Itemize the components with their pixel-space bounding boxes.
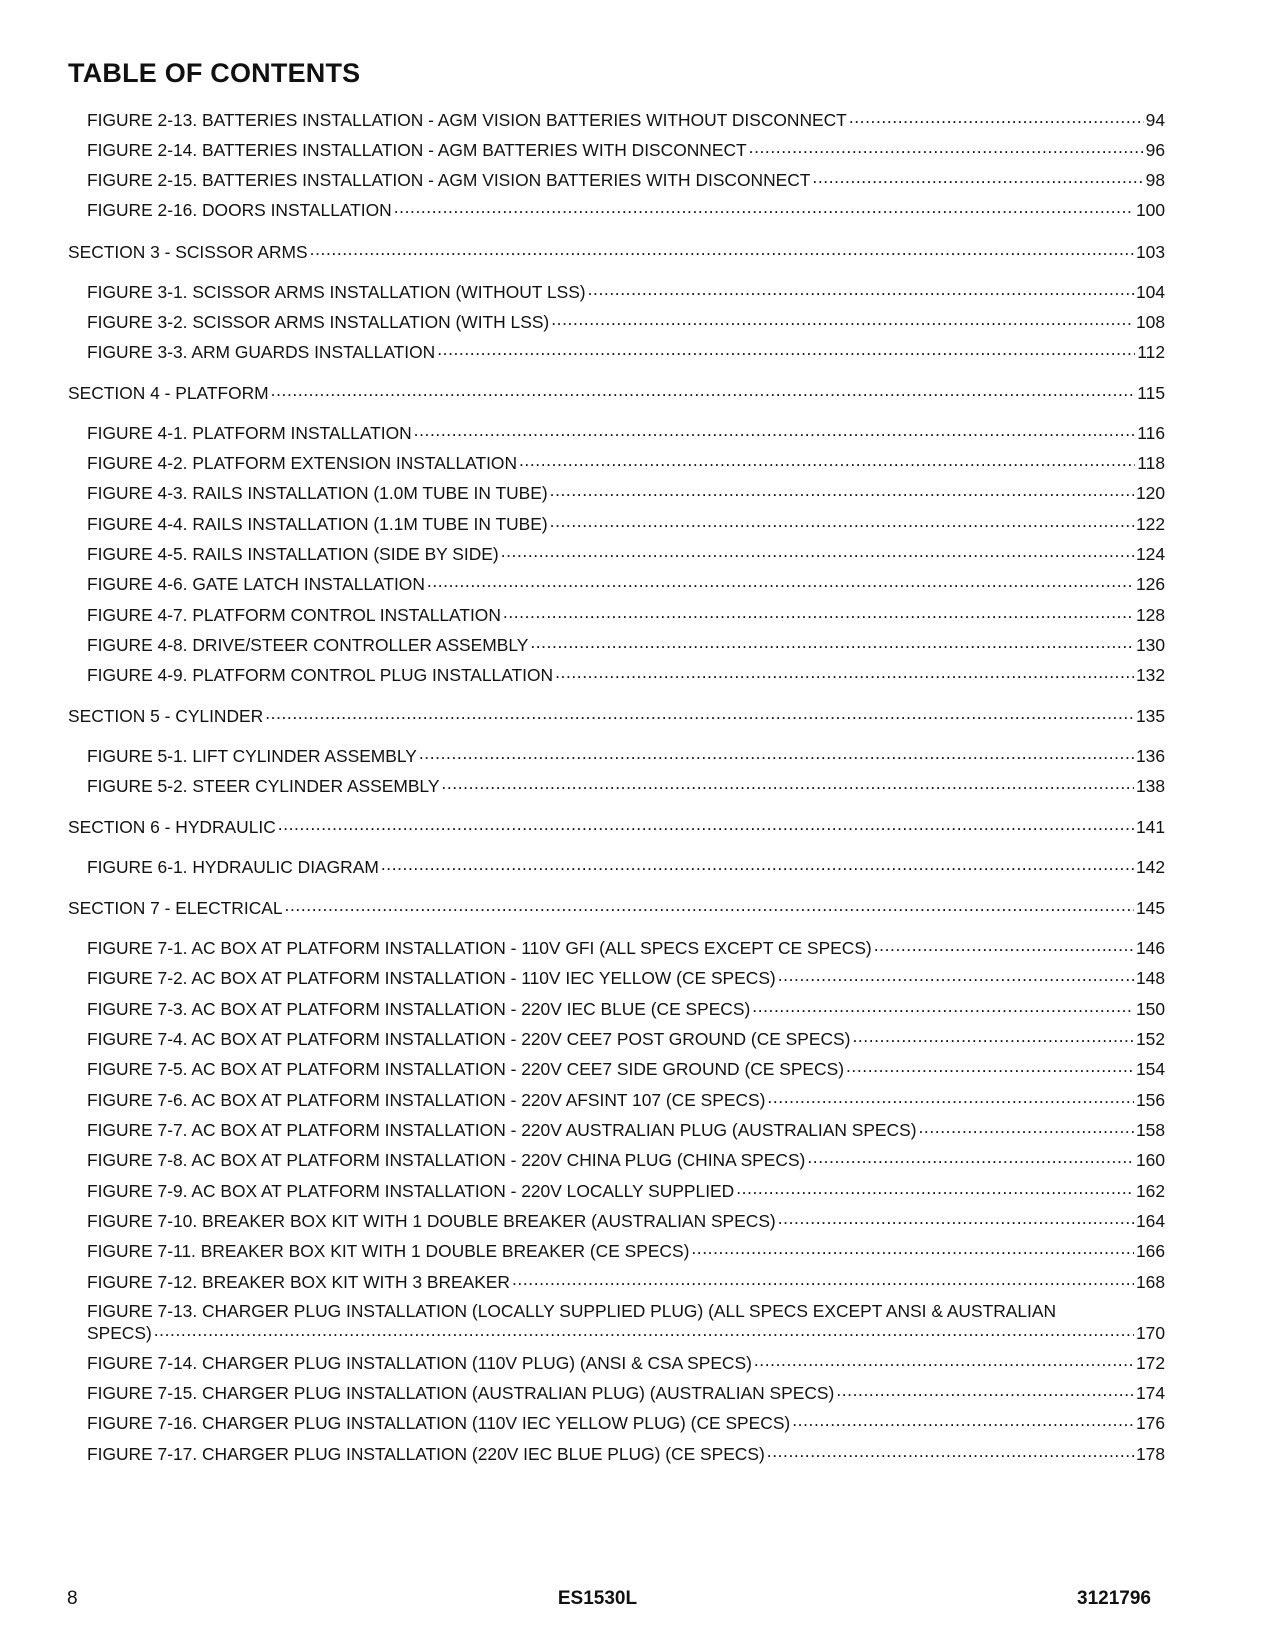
- toc-figure-entry[interactable]: [87, 1412, 1165, 1434]
- toc-figure-entry[interactable]: [87, 998, 1165, 1020]
- dot-leader: [752, 998, 1134, 1015]
- toc-page-number: 150: [1135, 999, 1165, 1020]
- toc-figure-entry[interactable]: [87, 1089, 1165, 1111]
- dot-leader: [846, 1058, 1134, 1075]
- toc-page-number: 162: [1135, 1181, 1165, 1202]
- toc-entry-title: FIGURE 4-2. PLATFORM EXTENSION INSTALLATION: [87, 453, 517, 474]
- toc-page-number: 142: [1135, 857, 1165, 878]
- toc-figure-entry[interactable]: [87, 281, 1165, 303]
- toc-entry-title: FIGURE 3-2. SCISSOR ARMS INSTALLATION (WITH LSS): [87, 312, 550, 333]
- toc-figure-entry[interactable]: [87, 1382, 1165, 1404]
- toc-entry-title: FIGURE 4-1. PLATFORM INSTALLATION: [87, 423, 412, 444]
- toc-section-entry[interactable]: [68, 897, 1165, 919]
- toc-page-number: 154: [1135, 1059, 1165, 1080]
- toc-entry-title: FIGURE 7-4. AC BOX AT PLATFORM INSTALLATION - 220V CEE7 POST GROUND (CE SPECS): [87, 1029, 851, 1050]
- toc-figure-entry[interactable]: [87, 1240, 1165, 1262]
- toc-page-number: 120: [1135, 483, 1165, 504]
- toc-page-number: 130: [1135, 635, 1165, 656]
- toc-figure-entry[interactable]: [87, 513, 1165, 535]
- toc-figure-entry[interactable]: [87, 967, 1165, 989]
- dot-leader: [503, 604, 1134, 621]
- toc-page-number: 112: [1137, 342, 1165, 363]
- dot-leader: [265, 705, 1134, 722]
- toc-entry-title: SECTION 7 - ELECTRICAL: [68, 898, 283, 919]
- toc-page-number: 174: [1135, 1383, 1165, 1404]
- toc-entry-title: FIGURE 2-16. DOORS INSTALLATION: [87, 200, 392, 221]
- dot-leader: [278, 816, 1134, 833]
- dot-leader: [852, 1028, 1134, 1045]
- toc-entry-title: FIGURE 7-13. CHARGER PLUG INSTALLATION (LOCALLY SUPPLIED PLUG) (ALL SPECS EXCEPT ANSI & AUSTRALIAN: [87, 1301, 1057, 1321]
- toc-figure-entry[interactable]: [87, 1301, 1165, 1344]
- toc-entry-title: FIGURE 7-5. AC BOX AT PLATFORM INSTALLATION - 220V CEE7 SIDE GROUND (CE SPECS): [87, 1059, 844, 1080]
- toc-figure-entry[interactable]: [87, 169, 1165, 191]
- dot-leader: [767, 1089, 1134, 1106]
- footer-model: ES1530L: [557, 1588, 638, 1609]
- toc-page-number: 135: [1135, 706, 1165, 727]
- toc-entry-title: FIGURE 7-3. AC BOX AT PLATFORM INSTALLATION - 220V IEC BLUE (CE SPECS): [87, 999, 751, 1020]
- toc-figure-entry[interactable]: [87, 422, 1165, 444]
- toc-page-number: 138: [1135, 776, 1165, 797]
- toc-entry-title: FIGURE 7-8. AC BOX AT PLATFORM INSTALLATION - 220V CHINA PLUG (CHINA SPECS): [87, 1150, 806, 1171]
- toc-entry-title: FIGURE 7-12. BREAKER BOX KIT WITH 3 BREAKER: [87, 1272, 510, 1293]
- toc-page-number: 158: [1135, 1120, 1165, 1141]
- toc-page-number: 103: [1135, 242, 1165, 263]
- toc-entry-title: SECTION 5 - CYLINDER: [68, 706, 264, 727]
- toc-entry-title-continued: SPECS): [87, 1323, 152, 1344]
- toc-page-number: 172: [1135, 1353, 1165, 1374]
- dot-leader: [501, 543, 1134, 560]
- toc-entry-title: FIGURE 4-4. RAILS INSTALLATION (1.1M TUBE IN TUBE): [87, 514, 548, 535]
- dot-leader: [550, 482, 1134, 499]
- toc-page-number: 178: [1135, 1444, 1165, 1465]
- toc-page-number: 116: [1137, 423, 1165, 444]
- toc-figure-entry[interactable]: [87, 109, 1165, 131]
- toc-page-number: 108: [1135, 312, 1165, 333]
- toc-page-number: 96: [1145, 140, 1165, 161]
- toc-entry-title: FIGURE 7-10. BREAKER BOX KIT WITH 1 DOUBLE BREAKER (AUSTRALIAN SPECS): [87, 1211, 776, 1232]
- toc-figure-entry[interactable]: [87, 1028, 1165, 1050]
- dot-leader: [918, 1119, 1134, 1136]
- toc-figure-entry[interactable]: [87, 1058, 1165, 1080]
- toc-page-number: 146: [1135, 938, 1165, 959]
- dot-leader: [767, 1443, 1134, 1460]
- toc-section-entry[interactable]: [68, 816, 1165, 838]
- dot-leader: [588, 281, 1134, 298]
- toc-figure-entry[interactable]: [87, 1271, 1165, 1293]
- toc-entry-title: FIGURE 7-14. CHARGER PLUG INSTALLATION (110V PLUG) (ANSI & CSA SPECS): [87, 1353, 752, 1374]
- toc-entry-title: FIGURE 3-1. SCISSOR ARMS INSTALLATION (WITHOUT LSS): [87, 282, 586, 303]
- toc-figure-entry[interactable]: [87, 1119, 1165, 1141]
- toc-entry-title: FIGURE 4-3. RAILS INSTALLATION (1.0M TUBE IN TUBE): [87, 483, 548, 504]
- toc-figure-entry[interactable]: [87, 775, 1165, 797]
- toc-figure-entry[interactable]: [87, 604, 1165, 626]
- dot-leader: [778, 1210, 1134, 1227]
- footer-page-number: 8: [67, 1588, 78, 1609]
- footer-doc-number: 3121796: [1077, 1588, 1151, 1609]
- toc-page-number: 98: [1145, 170, 1165, 191]
- page-title: TABLE OF CONTENTS: [68, 58, 361, 88]
- toc-entry-title: FIGURE 7-11. BREAKER BOX KIT WITH 1 DOUBLE BREAKER (CE SPECS): [87, 1241, 690, 1262]
- dot-leader: [519, 452, 1135, 469]
- dot-leader: [437, 341, 1135, 358]
- toc-entry-title: FIGURE 5-2. STEER CYLINDER ASSEMBLY: [87, 776, 440, 797]
- toc-figure-entry[interactable]: [87, 573, 1165, 595]
- toc-figure-entry[interactable]: [87, 745, 1165, 767]
- toc-figure-entry[interactable]: [87, 543, 1165, 565]
- toc-figure-entry[interactable]: [87, 482, 1165, 504]
- dot-leader: [849, 109, 1144, 126]
- toc-page-number: 148: [1135, 968, 1165, 989]
- toc-page-number: 128: [1135, 605, 1165, 626]
- toc-page-number: 168: [1135, 1272, 1165, 1293]
- dot-leader: [419, 745, 1134, 762]
- toc-section-entry[interactable]: [68, 705, 1165, 727]
- toc-entry-title: FIGURE 7-17. CHARGER PLUG INSTALLATION (220V IEC BLUE PLUG) (CE SPECS): [87, 1444, 765, 1465]
- dot-leader: [441, 775, 1134, 792]
- toc-figure-entry[interactable]: [87, 139, 1165, 161]
- toc-entry-title: FIGURE 4-6. GATE LATCH INSTALLATION: [87, 574, 425, 595]
- toc-page-number: 156: [1135, 1090, 1165, 1111]
- toc-figure-entry[interactable]: [87, 199, 1165, 221]
- toc-page-number: 170: [1135, 1323, 1165, 1344]
- toc-entry-title: FIGURE 7-9. AC BOX AT PLATFORM INSTALLATION - 220V LOCALLY SUPPLIED: [87, 1181, 735, 1202]
- dot-leader: [414, 422, 1136, 439]
- dot-leader: [551, 311, 1134, 328]
- toc-figure-entry[interactable]: [87, 1149, 1165, 1171]
- toc-entry-title: FIGURE 3-3. ARM GUARDS INSTALLATION: [87, 342, 436, 363]
- toc-figure-entry[interactable]: [87, 1180, 1165, 1202]
- toc-entry-title: FIGURE 4-9. PLATFORM CONTROL PLUG INSTALLATION: [87, 665, 554, 686]
- toc-page-number: 160: [1135, 1150, 1165, 1171]
- toc-entry-title: FIGURE 7-15. CHARGER PLUG INSTALLATION (AUSTRALIAN PLUG) (AUSTRALIAN SPECS): [87, 1383, 835, 1404]
- toc-page-number: 176: [1135, 1413, 1165, 1434]
- toc-entry-title: FIGURE 2-14. BATTERIES INSTALLATION - AGM BATTERIES WITH DISCONNECT: [87, 140, 747, 161]
- toc-figure-entry[interactable]: [87, 341, 1165, 363]
- dot-leader: [427, 573, 1134, 590]
- toc-page-number: 118: [1137, 453, 1165, 474]
- toc-page-number: 122: [1135, 514, 1165, 535]
- dot-leader: [874, 937, 1134, 954]
- dot-leader: [285, 897, 1134, 914]
- toc-figure-entry[interactable]: [87, 1443, 1165, 1465]
- dot-leader: [394, 199, 1134, 216]
- toc-page-number: 145: [1135, 898, 1165, 919]
- toc-section-entry[interactable]: [68, 241, 1165, 263]
- dot-leader: [555, 664, 1134, 681]
- toc-section-entry[interactable]: [68, 382, 1165, 404]
- toc-page-number: 100: [1135, 200, 1165, 221]
- toc-page-number: 152: [1135, 1029, 1165, 1050]
- toc-page-number: 94: [1145, 110, 1165, 131]
- toc-page-number: 115: [1137, 383, 1165, 404]
- toc-entry-title: FIGURE 6-1. HYDRAULIC DIAGRAM: [87, 857, 379, 878]
- dot-leader: [836, 1382, 1134, 1399]
- table-of-contents: [68, 0, 1165, 1560]
- dot-leader: [550, 513, 1134, 530]
- toc-entry-title: FIGURE 4-8. DRIVE/STEER CONTROLLER ASSEMBLY: [87, 635, 529, 656]
- toc-entry-title: FIGURE 4-5. RAILS INSTALLATION (SIDE BY SIDE): [87, 544, 499, 565]
- dot-leader: [812, 169, 1143, 186]
- toc-page-number: 166: [1135, 1241, 1165, 1262]
- toc-entry-title: SECTION 3 - SCISSOR ARMS: [68, 242, 308, 263]
- toc-page-number: 164: [1135, 1211, 1165, 1232]
- toc-page-number: 136: [1135, 746, 1165, 767]
- dot-leader: [691, 1240, 1134, 1257]
- toc-figure-entry[interactable]: [87, 856, 1165, 878]
- dot-leader: [778, 967, 1134, 984]
- dot-leader: [271, 382, 1136, 399]
- toc-entry-title: FIGURE 7-16. CHARGER PLUG INSTALLATION (110V IEC YELLOW PLUG) (CE SPECS): [87, 1413, 791, 1434]
- toc-entry-title: FIGURE 7-6. AC BOX AT PLATFORM INSTALLATION - 220V AFSINT 107 (CE SPECS): [87, 1090, 766, 1111]
- toc-entry-title: SECTION 4 - PLATFORM: [68, 383, 269, 404]
- dot-leader: [807, 1149, 1134, 1166]
- toc-figure-entry[interactable]: [87, 1352, 1165, 1374]
- toc-page-number: 104: [1135, 282, 1165, 303]
- toc-entry-title: FIGURE 2-13. BATTERIES INSTALLATION - AGM VISION BATTERIES WITHOUT DISCONNECT: [87, 110, 847, 131]
- toc-figure-entry[interactable]: [87, 311, 1165, 333]
- toc-entry-title: FIGURE 7-1. AC BOX AT PLATFORM INSTALLATION - 110V GFI (ALL SPECS EXCEPT CE SPECS): [87, 938, 872, 959]
- toc-page-number: 126: [1135, 574, 1165, 595]
- dot-leader: [512, 1271, 1134, 1288]
- dot-leader: [381, 856, 1134, 873]
- toc-page-number: 132: [1135, 665, 1165, 686]
- dot-leader: [736, 1180, 1134, 1197]
- toc-figure-entry[interactable]: [87, 664, 1165, 686]
- toc-figure-entry[interactable]: [87, 452, 1165, 474]
- toc-figure-entry[interactable]: [87, 1210, 1165, 1232]
- dot-leader: [310, 241, 1134, 258]
- toc-page-number: 141: [1135, 817, 1165, 838]
- dot-leader: [754, 1352, 1134, 1369]
- dot-leader: [154, 1322, 1134, 1339]
- toc-entry-title: FIGURE 4-7. PLATFORM CONTROL INSTALLATION: [87, 605, 501, 626]
- toc-entry-title: FIGURE 7-7. AC BOX AT PLATFORM INSTALLATION - 220V AUSTRALIAN PLUG (AUSTRALIAN SPECS): [87, 1120, 917, 1141]
- dot-leader: [749, 139, 1144, 156]
- dot-leader: [530, 634, 1134, 651]
- toc-figure-entry[interactable]: [87, 634, 1165, 656]
- toc-entry-title: FIGURE 2-15. BATTERIES INSTALLATION - AGM VISION BATTERIES WITH DISCONNECT: [87, 170, 811, 191]
- toc-entry-title: SECTION 6 - HYDRAULIC: [68, 817, 276, 838]
- dot-leader: [792, 1412, 1134, 1429]
- toc-entry-title: FIGURE 5-1. LIFT CYLINDER ASSEMBLY: [87, 746, 417, 767]
- toc-entry-title: FIGURE 7-2. AC BOX AT PLATFORM INSTALLATION - 110V IEC YELLOW (CE SPECS): [87, 968, 776, 989]
- toc-page-number: 124: [1135, 544, 1165, 565]
- toc-figure-entry[interactable]: [87, 937, 1165, 959]
